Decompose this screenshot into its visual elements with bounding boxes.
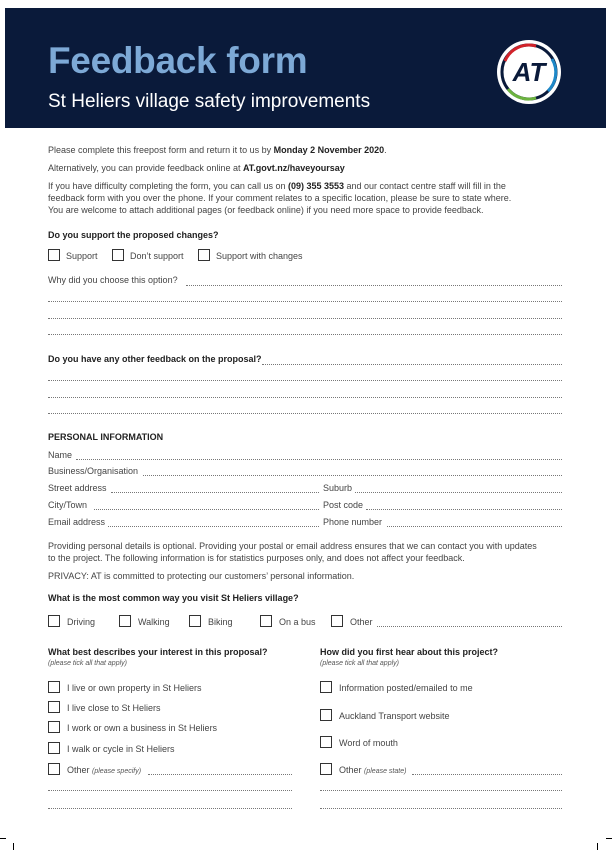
privacy-note: PRIVACY: AT is committed to protecting our customers’ personal information. — [48, 571, 355, 581]
optional-note-2: to the project. The following information is for statistics purposes only, and does not affect your feedback. — [48, 553, 465, 563]
driving-label: Driving — [67, 617, 96, 627]
interest-close-checkbox[interactable] — [48, 701, 60, 713]
feedback-line-1[interactable] — [262, 364, 562, 365]
interest-other-line-3[interactable] — [48, 808, 292, 809]
street-label: Street address — [48, 483, 107, 493]
email-label: Email address — [48, 517, 106, 527]
interest-other-label — [67, 765, 141, 775]
hear-other-line-2[interactable] — [320, 790, 562, 791]
street-field[interactable] — [111, 492, 319, 493]
phone-label: Phone number — [323, 517, 383, 527]
hear-other-text: Other — [339, 765, 362, 775]
hear-other-checkbox[interactable] — [320, 763, 332, 775]
interest-work-checkbox[interactable] — [48, 721, 60, 733]
why-line-1[interactable] — [186, 285, 562, 286]
contact-phone: (09) 355 3553 — [287, 181, 345, 191]
support-with-changes-checkbox[interactable] — [198, 249, 210, 261]
city-label: City/Town — [48, 500, 88, 510]
page-title: Feedback form — [48, 40, 308, 81]
email-field[interactable] — [108, 526, 319, 527]
crop-mark — [13, 843, 14, 850]
walking-checkbox[interactable] — [119, 615, 131, 627]
business-field[interactable] — [143, 475, 562, 476]
visit-question: What is the most common way you visit St Heliers village? — [48, 593, 299, 603]
other-feedback-question: Do you have any other feedback on the proposal? — [48, 354, 262, 364]
hear-word-label: Word of mouth — [339, 738, 398, 748]
interest-work-label: I work or own a business in St Heliers — [67, 723, 218, 733]
why-line-4[interactable] — [48, 334, 562, 335]
intro-line-1 — [48, 144, 387, 156]
intro-text: and our contact centre staff will fill in the — [344, 181, 506, 191]
optional-note-1: Providing personal details is optional. Providing your postal or email address ensures that we can contact you with updates — [48, 541, 537, 551]
feedback-line-3[interactable] — [48, 397, 562, 398]
support-question: Do you support the proposed changes? — [48, 230, 219, 240]
other-visit-checkbox[interactable] — [331, 615, 343, 627]
postcode-field[interactable] — [366, 509, 562, 510]
interest-question: What best describes your interest in this proposal? — [48, 647, 268, 657]
bus-label: On a bus — [279, 617, 316, 627]
hear-other-hint: (please state) — [364, 768, 407, 775]
biking-checkbox[interactable] — [189, 615, 201, 627]
crop-mark — [606, 838, 612, 839]
why-line-2[interactable] — [48, 301, 562, 302]
support-checkbox[interactable] — [48, 249, 60, 261]
interest-walk-label: I walk or cycle in St Heliers — [67, 744, 175, 754]
interest-live-label: I live or own property in St Heliers — [67, 683, 202, 693]
intro-line-3 — [48, 180, 506, 192]
interest-close-label: I live close to St Heliers — [67, 703, 161, 713]
intro-line-4: feedback form with you over the phone. If your comment relates to a specific location, please be sure to state where. — [48, 193, 512, 203]
feedback-line-4[interactable] — [48, 413, 562, 414]
hear-other-line-3[interactable] — [320, 808, 562, 809]
hear-other-label — [339, 765, 406, 775]
hear-other-field[interactable] — [412, 774, 562, 775]
dont-support-label: Don’t support — [130, 251, 184, 261]
other-visit-field[interactable] — [377, 626, 562, 627]
feedback-url[interactable]: AT.govt.nz/haveyoursay — [242, 163, 345, 173]
suburb-label: Suburb — [323, 483, 353, 493]
intro-text: . — [384, 145, 387, 155]
feedback-line-2[interactable] — [48, 380, 562, 381]
hear-posted-checkbox[interactable] — [320, 681, 332, 693]
page-subtitle: St Heliers village safety improvements — [48, 91, 371, 112]
dont-support-checkbox[interactable] — [112, 249, 124, 261]
other-visit-label: Other — [350, 617, 373, 627]
interest-live-checkbox[interactable] — [48, 681, 60, 693]
logo-text: AT — [512, 57, 546, 87]
name-label: Name — [48, 450, 73, 460]
biking-label: Biking — [208, 617, 233, 627]
support-with-changes-label: Support with changes — [216, 251, 303, 261]
interest-other-hint: (please specify) — [92, 768, 142, 775]
interest-other-text: Other — [67, 765, 90, 775]
hear-hint: (please tick all that apply) — [320, 660, 399, 667]
name-field[interactable] — [76, 459, 562, 460]
support-label: Support — [66, 251, 98, 261]
at-logo-icon — [496, 39, 562, 105]
interest-other-field[interactable] — [148, 774, 292, 775]
postcode-label: Post code — [323, 500, 364, 510]
intro-line-2 — [48, 162, 345, 174]
crop-mark — [0, 838, 6, 839]
business-label: Business/Organisation — [48, 466, 139, 476]
intro-text: Alternatively, you can provide feedback online at — [48, 163, 243, 173]
intro-text: If you have difficulty completing the form, you can call us on — [48, 181, 288, 191]
why-line-3[interactable] — [48, 318, 562, 319]
interest-other-line-2[interactable] — [48, 790, 292, 791]
crop-mark — [597, 843, 598, 850]
interest-walk-checkbox[interactable] — [48, 742, 60, 754]
city-field[interactable] — [94, 509, 319, 510]
bus-checkbox[interactable] — [260, 615, 272, 627]
hear-posted-label: Information posted/emailed to me — [339, 683, 473, 693]
interest-other-checkbox[interactable] — [48, 763, 60, 775]
hear-website-label: Auckland Transport website — [339, 711, 450, 721]
personal-info-heading: PERSONAL INFORMATION — [48, 432, 164, 442]
interest-hint: (please tick all that apply) — [48, 660, 127, 667]
suburb-field[interactable] — [355, 492, 562, 493]
hear-website-checkbox[interactable] — [320, 709, 332, 721]
intro-line-5: You are welcome to attach additional pages (or feedback online) if you need more space to provide feedback. — [48, 205, 484, 215]
hear-word-checkbox[interactable] — [320, 736, 332, 748]
why-label: Why did you choose this option? — [48, 275, 178, 285]
intro-text: Please complete this freepost form and return it to us by — [48, 145, 274, 155]
walking-label: Walking — [138, 617, 170, 627]
deadline-date: Monday 2 November 2020 — [273, 145, 385, 155]
phone-field[interactable] — [387, 526, 562, 527]
driving-checkbox[interactable] — [48, 615, 60, 627]
hear-question: How did you first hear about this project? — [320, 647, 499, 657]
